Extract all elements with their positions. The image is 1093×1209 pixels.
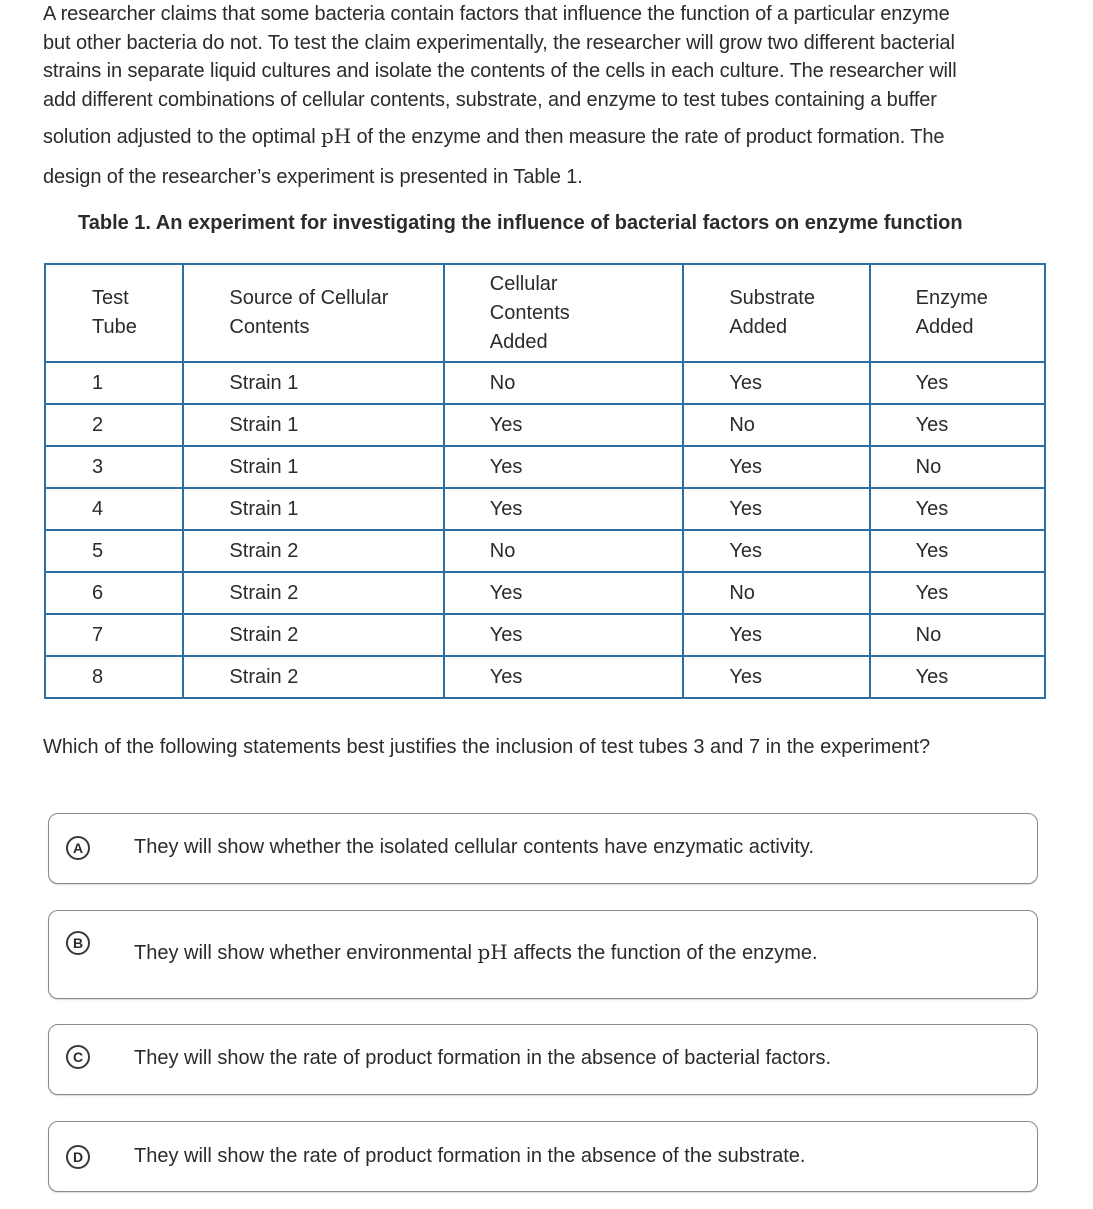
cell-source: Strain 2 [183,572,443,614]
option-text: They will show the rate of product formation in the absence of bacterial factors. [134,1047,832,1069]
cell-source: Strain 2 [183,614,443,656]
cell-tube: 8 [45,656,183,698]
header-enzyme [870,264,1045,362]
answer-option-b[interactable] [48,910,1038,999]
cell-contents: Yes [444,488,684,530]
experiment-table [44,263,1046,699]
table-row [45,404,1045,446]
table-row [45,362,1045,404]
stem-line-5 [43,122,1053,152]
cell-contents: Yes [444,614,684,656]
header-cellular-contents [444,264,684,362]
header-substrate [683,264,869,362]
cell-contents: Yes [444,404,684,446]
header-test-tube [45,264,183,362]
cell-source: Strain 1 [183,362,443,404]
ph-math: pH [477,940,508,964]
cell-source: Strain 1 [183,488,443,530]
cell-substrate: Yes [683,614,869,656]
option-text [134,940,818,965]
stem-line-5-end: of the enzyme and then measure the rate of product formation. The [351,126,945,149]
cell-tube: 6 [45,572,183,614]
table-caption: Table 1. An experiment for investigating the influence of bacterial factors on enzyme function [78,212,963,234]
cell-substrate: Yes [683,488,869,530]
cell-contents: Yes [444,656,684,698]
header-line: Test [92,287,129,309]
cell-tube: 4 [45,488,183,530]
cell-contents: Yes [444,446,684,488]
option-letter-badge: D [66,1145,90,1169]
cell-enzyme: Yes [870,488,1045,530]
cell-tube: 2 [45,404,183,446]
cell-tube: 7 [45,614,183,656]
cell-contents: No [444,530,684,572]
header-line: Contents [229,316,310,338]
table-row [45,530,1045,572]
cell-substrate: No [683,404,869,446]
cell-substrate: Yes [683,446,869,488]
cell-source: Strain 2 [183,530,443,572]
header-line: Added [729,316,788,338]
table-row [45,656,1045,698]
cell-source: Strain 1 [183,446,443,488]
cell-enzyme: Yes [870,530,1045,572]
header-line: Added [489,330,548,353]
question-prompt: Which of the following statements best justifies the inclusion of test tubes 3 and 7 in the experiment? [43,736,931,758]
header-line: Enzyme [915,287,988,309]
stem-line-1: A researcher claims that some bacteria contain factors that influence the function of a particular enzyme [43,3,950,25]
cell-substrate: No [683,572,869,614]
cell-tube: 5 [45,530,183,572]
stem-line-2: but other bacteria do not. To test the claim experimentally, the researcher will grow two different bacterial [43,31,955,54]
cell-tube: 1 [45,362,183,404]
question-stem [43,0,1053,192]
cell-source: Strain 1 [183,404,443,446]
table-header-row [45,264,1045,362]
cell-enzyme: No [870,614,1045,656]
ph-math: pH [321,124,352,149]
stem-line-5-start: solution adjusted to the optimal [43,126,321,149]
option-letter-badge: A [66,836,90,860]
cell-enzyme: Yes [870,656,1045,698]
cell-substrate: Yes [683,530,869,572]
table-row [45,488,1045,530]
option-text-end: affects the function of the enzyme. [507,942,818,964]
table-row [45,614,1045,656]
header-line: Substrate [729,287,815,309]
stem-line-3: strains in separate liquid cultures and isolate the contents of the cells in each culture. The researcher will [43,60,957,83]
option-letter-badge: B [66,931,90,955]
table-row [45,572,1045,614]
cell-enzyme: Yes [870,362,1045,404]
header-line: Added [915,316,974,338]
header-line: Tube [92,316,137,338]
cell-enzyme: Yes [870,572,1045,614]
header-line: Source of Cellular [229,287,389,309]
cell-substrate: Yes [683,656,869,698]
option-letter-badge: C [66,1045,90,1069]
cell-enzyme: Yes [870,404,1045,446]
cell-enzyme: No [870,446,1045,488]
option-text: They will show whether the isolated cellular contents have enzymatic activity. [134,836,814,858]
table-row [45,446,1045,488]
option-text: They will show the rate of product formation in the absence of the substrate. [134,1145,806,1167]
cell-contents: No [444,362,684,404]
answer-option-a[interactable] [48,813,1038,884]
cell-tube: 3 [45,446,183,488]
header-source [183,264,443,362]
cell-substrate: Yes [683,362,869,404]
stem-line-6: design of the researcher’s experiment is presented in Table 1. [43,165,583,188]
cell-contents: Yes [444,572,684,614]
cell-source: Strain 2 [183,656,443,698]
header-line: Cellular [489,272,558,295]
stem-line-4: add different combinations of cellular contents, substrate, and enzyme to test tubes containing a buffer [43,88,937,111]
answer-option-c[interactable] [48,1024,1038,1095]
header-line: Contents [489,301,570,324]
option-text-start: They will show whether environmental [134,942,478,964]
answer-option-d[interactable] [48,1121,1038,1192]
